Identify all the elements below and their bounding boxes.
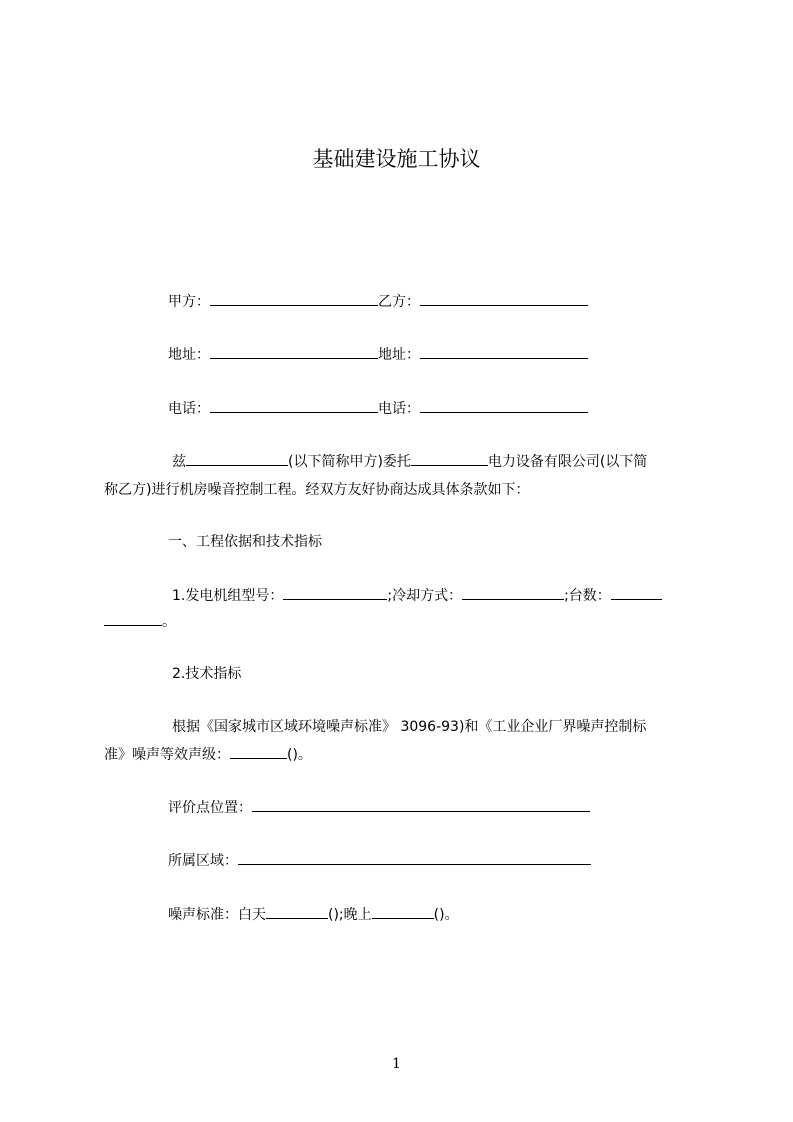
basis-line-2 — [104, 745, 312, 764]
address-a-label: 地址： — [168, 347, 210, 363]
equivalent-level-suffix: ()。 — [287, 747, 312, 763]
noise-day-blank — [266, 905, 328, 919]
phone-row — [168, 399, 588, 418]
section-heading: 一、工程依据和技术指标 — [168, 534, 322, 550]
phone-b-label: 电话： — [378, 401, 420, 417]
generator-model-blank — [283, 586, 387, 600]
item-2-heading: 2.技术指标 — [172, 666, 242, 682]
noise-standard-line — [168, 905, 459, 924]
noise-night-blank — [372, 905, 434, 919]
noise-day-label: 噪声标准：白天 — [168, 907, 266, 923]
address-b-blank — [420, 345, 588, 359]
intro-mid-1: (以下简称甲方)委托 — [288, 454, 411, 470]
generator-model-label: 1.发电机组型号： — [172, 588, 284, 604]
address-a-blank — [210, 345, 378, 359]
count-blank — [611, 586, 662, 600]
count-blank-continued — [104, 612, 162, 626]
document-title: 基础建设施工协议 — [312, 147, 481, 171]
intro-mid-2: 电力设备有限公司(以下简 — [487, 454, 648, 470]
company-blank — [411, 452, 488, 466]
noise-night-label: ();晚上 — [328, 907, 372, 923]
party-b-label: 乙方： — [378, 294, 420, 310]
intro-prefix: 兹 — [172, 454, 186, 470]
party-a-label: 甲方： — [168, 294, 210, 310]
party-row — [168, 292, 588, 311]
phone-a-label: 电话： — [168, 401, 210, 417]
count-label: ;台数： — [564, 588, 611, 604]
address-b-label: 地址： — [378, 347, 420, 363]
intro-line-1 — [172, 452, 647, 471]
region-blank — [238, 851, 591, 865]
intro-line-2: 称乙方)进行机房噪音控制工程。经双方友好协商达成具体条款如下： — [104, 482, 530, 498]
equivalent-level-label: 准》噪声等效声级： — [104, 747, 230, 763]
cooling-label: ;冷却方式： — [387, 588, 463, 604]
phone-b-blank — [420, 399, 588, 413]
party-b-blank — [420, 292, 588, 306]
item-1-end: 。 — [162, 614, 176, 630]
page-number: 1 — [392, 1056, 401, 1072]
region-line — [168, 851, 591, 870]
equivalent-level-blank — [230, 745, 287, 759]
cooling-blank — [462, 586, 564, 600]
eval-point-line — [168, 798, 590, 817]
noise-end: ()。 — [433, 907, 459, 923]
basis-line-1: 根据《国家城市区域环境噪声标准》 3096-93)和《工业企业厂界噪声控制标 — [172, 719, 647, 735]
client-blank — [186, 452, 288, 466]
phone-a-blank — [210, 399, 378, 413]
address-row — [168, 345, 588, 364]
item-1-continuation — [104, 612, 176, 631]
item-1-line — [172, 586, 662, 605]
eval-point-blank — [252, 798, 590, 812]
region-label: 所属区域： — [168, 853, 238, 869]
eval-point-label: 评价点位置： — [168, 800, 252, 816]
party-a-blank — [210, 292, 378, 306]
